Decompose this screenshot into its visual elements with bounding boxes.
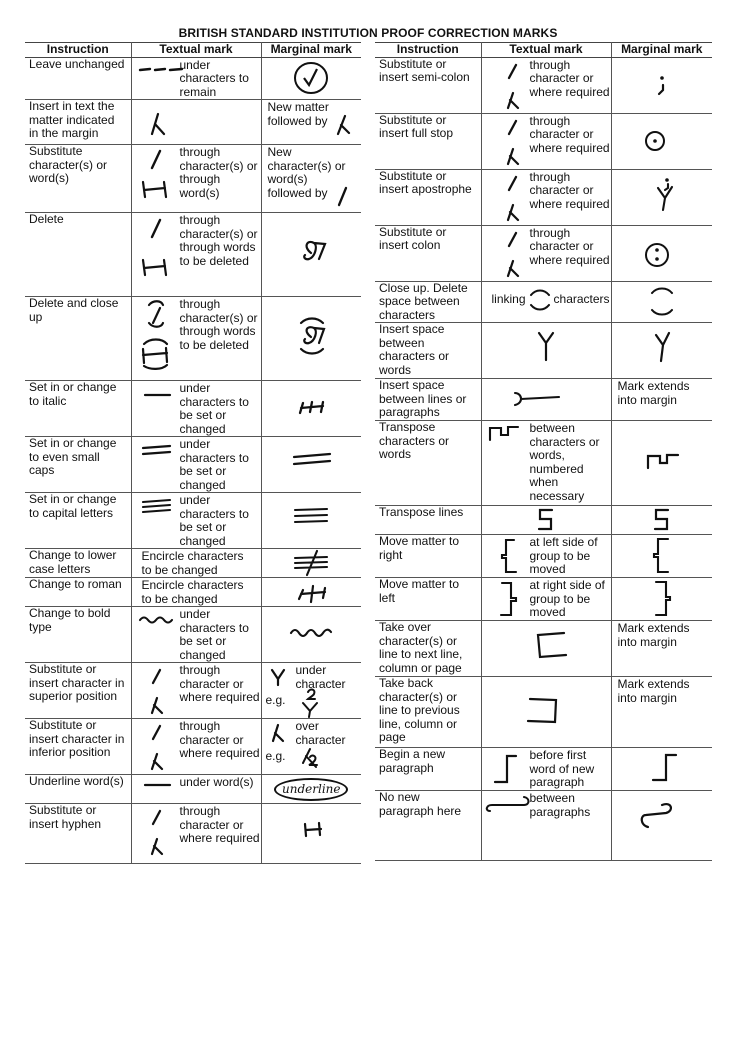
table-row [25,578,361,607]
instruction-cell: Underline word(s) [25,775,131,804]
textual-description: Encircle characters to be changed [141,578,244,606]
run-on-marginal-mark [632,791,692,851]
instruction-cell: Set in or change to italic [25,381,131,437]
single-underline-mark [142,391,174,399]
hyphen-mark [281,804,341,860]
left-marks-table [25,42,361,864]
instruction-cell: Move matter to right [375,535,481,578]
textual-description: through character(s) or through words to be deleted [179,213,258,268]
textual-description: through character or where required [179,663,260,704]
transpose-lines-mark [516,506,576,534]
marginal-text: over character [295,719,346,747]
single-underline-mark [142,781,174,789]
textual-description: under characters to be set or changed [179,437,249,492]
textual-description: under word(s) [179,775,254,789]
oblique-stroke-mark [506,230,520,248]
table-row [375,169,712,225]
triple-underline-mark [140,497,174,515]
textual-description: under characters to be set or changed [179,493,249,548]
table-row [375,323,712,379]
column-header-marginal: Marginal mark [261,43,361,58]
table-row [25,804,361,864]
textual-description: between paragraphs [529,791,591,819]
lower-case-mark [281,549,341,577]
table-row [25,663,361,719]
instruction-cell: Insert space between lines or paragraphs [375,379,481,421]
instruction-cell: No new paragraph here [375,791,481,861]
instruction-cell: Close up. Delete space between characters [375,281,481,323]
new-paragraph-mark [490,752,520,786]
marginal-text: Mark extends into margin [617,379,690,407]
delete-close-up-bar-mark [138,337,172,371]
table-row [25,437,361,493]
caret-mark [504,146,522,166]
column-header-textual: Textual mark [131,43,261,58]
caret-mark [504,202,522,222]
page-title: BRITISH STANDARD INSTITUTION PROOF CORRECTION MARKS [178,26,558,40]
table-row [375,621,712,677]
instruction-cell: Move matter to left [375,578,481,621]
new-paragraph-marginal-mark [632,748,692,790]
table-header-row [375,43,712,58]
delete-close-up-marginal-mark [281,297,341,377]
italic-mark [281,381,341,435]
semicolon-mark [632,58,692,112]
close-up-marginal-mark [632,282,692,322]
superior-mark [268,667,288,687]
table-row [375,748,712,791]
table-row [25,549,361,578]
delete-close-up-mark [144,299,168,329]
small-caps-mark [281,437,341,491]
instruction-cell: Substitute or insert character in superior position [25,663,131,719]
instruction-cell: Change to roman [25,578,131,607]
instruction-cell: Substitute character(s) or word(s) [25,145,131,213]
full-stop-mark [632,114,692,168]
wavy-underline-mark [138,613,176,625]
capitals-mark [281,493,341,547]
instruction-cell: Substitute or insert colon [375,225,481,281]
table-row [375,113,712,169]
table-row [25,145,361,213]
move-left-mark [498,580,522,618]
dashed-underline-mark [138,64,184,74]
textual-description: at left side of group to be moved [529,535,598,576]
table-row [25,297,361,381]
column-header-instruction: Instruction [375,43,481,58]
colon-mark [632,226,692,280]
apostrophe-mark [632,170,692,224]
textual-description: through character or where required [529,225,610,267]
instruction-cell: Substitute or insert apostrophe [375,169,481,225]
caret-mark [148,110,168,136]
table-header-row [25,43,361,58]
oblique-stroke-mark [150,723,164,741]
instruction-cell: Transpose lines [375,506,481,535]
textual-description: through character or where required [179,804,260,845]
instruction-cell: Delete [25,213,131,297]
textual-description: before first word of new paragraph [529,748,595,789]
oblique-stroke-mark [506,118,520,136]
textual-description: between characters or words, numbered when necessary [529,421,600,503]
instruction-cell: Insert space between characters or words [375,323,481,379]
oblique-stroke-mark [150,808,164,826]
table-row [375,791,712,861]
superior-example-mark [298,687,322,719]
move-right-mark [498,537,522,575]
circled-tick-mark [281,58,341,98]
instruction-cell: Insert in text the matter indicated in the margin [25,100,131,145]
caret-mark [148,695,166,715]
marginal-text: New character(s) or word(s) followed by [267,145,346,200]
caret-mark [148,751,166,771]
caret-mark [148,836,166,856]
line-space-mark [512,387,562,411]
move-right-marginal-mark [632,535,692,577]
roman-mark [281,578,341,606]
textual-description: through character(s) or through words to be deleted [179,297,258,352]
move-left-marginal-mark [632,578,692,620]
bold-mark [281,607,341,661]
marginal-text: Mark extends into margin [617,621,690,649]
table-row [25,607,361,663]
table-row [25,100,361,145]
instruction-cell: Begin a new paragraph [375,748,481,791]
transpose-marginal-mark [632,421,692,505]
textual-description: under characters to be set or changed [179,381,249,436]
table-row [375,379,712,421]
transpose-lines-marginal-mark [632,506,692,534]
instruction-cell: Leave unchanged [25,57,131,100]
textual-description: through character or where required [179,719,260,760]
insert-space-marginal-mark [632,323,692,377]
textual-description: Encircle characters to be changed [141,549,244,577]
textual-description: through character(s) or through word(s) [179,145,258,200]
table-row [25,775,361,804]
instruction-cell: Substitute or insert character in inferior position [25,719,131,775]
instruction-cell: Substitute or insert full stop [375,113,481,169]
table-row [375,281,712,323]
textual-description: through character or where required [529,169,610,211]
oblique-stroke-mark [148,148,164,170]
instruction-cell: Substitute or insert hyphen [25,804,131,864]
textual-description: under characters to remain [179,57,249,99]
column-header-textual: Textual mark [481,43,611,58]
table-row [25,57,361,100]
horizontal-bar-mark [140,257,170,277]
transpose-mark [486,423,522,443]
instruction-cell: Delete and close up [25,297,131,381]
caret-mark [504,258,522,278]
oblique-stroke-mark [336,185,350,207]
marginal-text: Mark extends into margin [617,677,690,705]
table-row [375,57,712,113]
inferior-example-mark [298,745,322,773]
oblique-stroke-mark [506,174,520,192]
oblique-stroke-mark [148,217,164,239]
take-back-mark [516,677,576,747]
oblique-stroke-mark [506,62,520,80]
double-underline-mark [140,443,174,457]
table-row [25,719,361,775]
horizontal-bar-mark [140,179,170,199]
table-row [25,213,361,297]
caret-mark [504,90,522,110]
instruction-cell: Set in or change to capital letters [25,493,131,549]
instruction-cell: Transpose characters or words [375,421,481,506]
instruction-cell: Take back character(s) or line to previous line, column or page [375,677,481,748]
textual-description: at right side of group to be moved [529,578,605,619]
caret-mark [334,112,354,136]
textual-description: characters [553,291,610,306]
table-row [375,535,712,578]
run-on-mark [484,793,530,819]
marginal-text: under character [295,663,346,691]
instruction-cell: Substitute or insert semi-colon [375,57,481,113]
table-row [375,677,712,748]
example-label: e.g. [265,693,286,707]
textual-description: through character or where required [529,57,610,99]
example-label: e.g. [265,749,286,763]
right-marks-table [375,42,712,861]
column-header-marginal: Marginal mark [611,43,712,58]
instruction-cell: Change to lower case letters [25,549,131,578]
marginal-text: New matter followed by [267,100,329,128]
instruction-cell: Set in or change to even small caps [25,437,131,493]
table-row [25,381,361,437]
table-row [375,421,712,506]
delete-mark [281,213,341,293]
close-up-mark [526,288,554,312]
table-row [375,578,712,621]
table-row [25,493,361,549]
inferior-mark [268,721,288,743]
oblique-stroke-mark [150,667,164,685]
instruction-cell: Take over character(s) or line to next line, column or page [375,621,481,677]
take-over-mark [516,621,576,675]
table-row [375,225,712,281]
textual-prefix: linking [491,291,526,306]
textual-description: under characters to be set or changed [179,607,249,662]
table-row [375,506,712,535]
instruction-cell: Change to bold type [25,607,131,663]
textual-description: through character or where required [529,113,610,155]
insert-space-mark [516,323,576,377]
underline-marginal-mark: underline [274,778,348,801]
column-header-instruction: Instruction [25,43,131,58]
